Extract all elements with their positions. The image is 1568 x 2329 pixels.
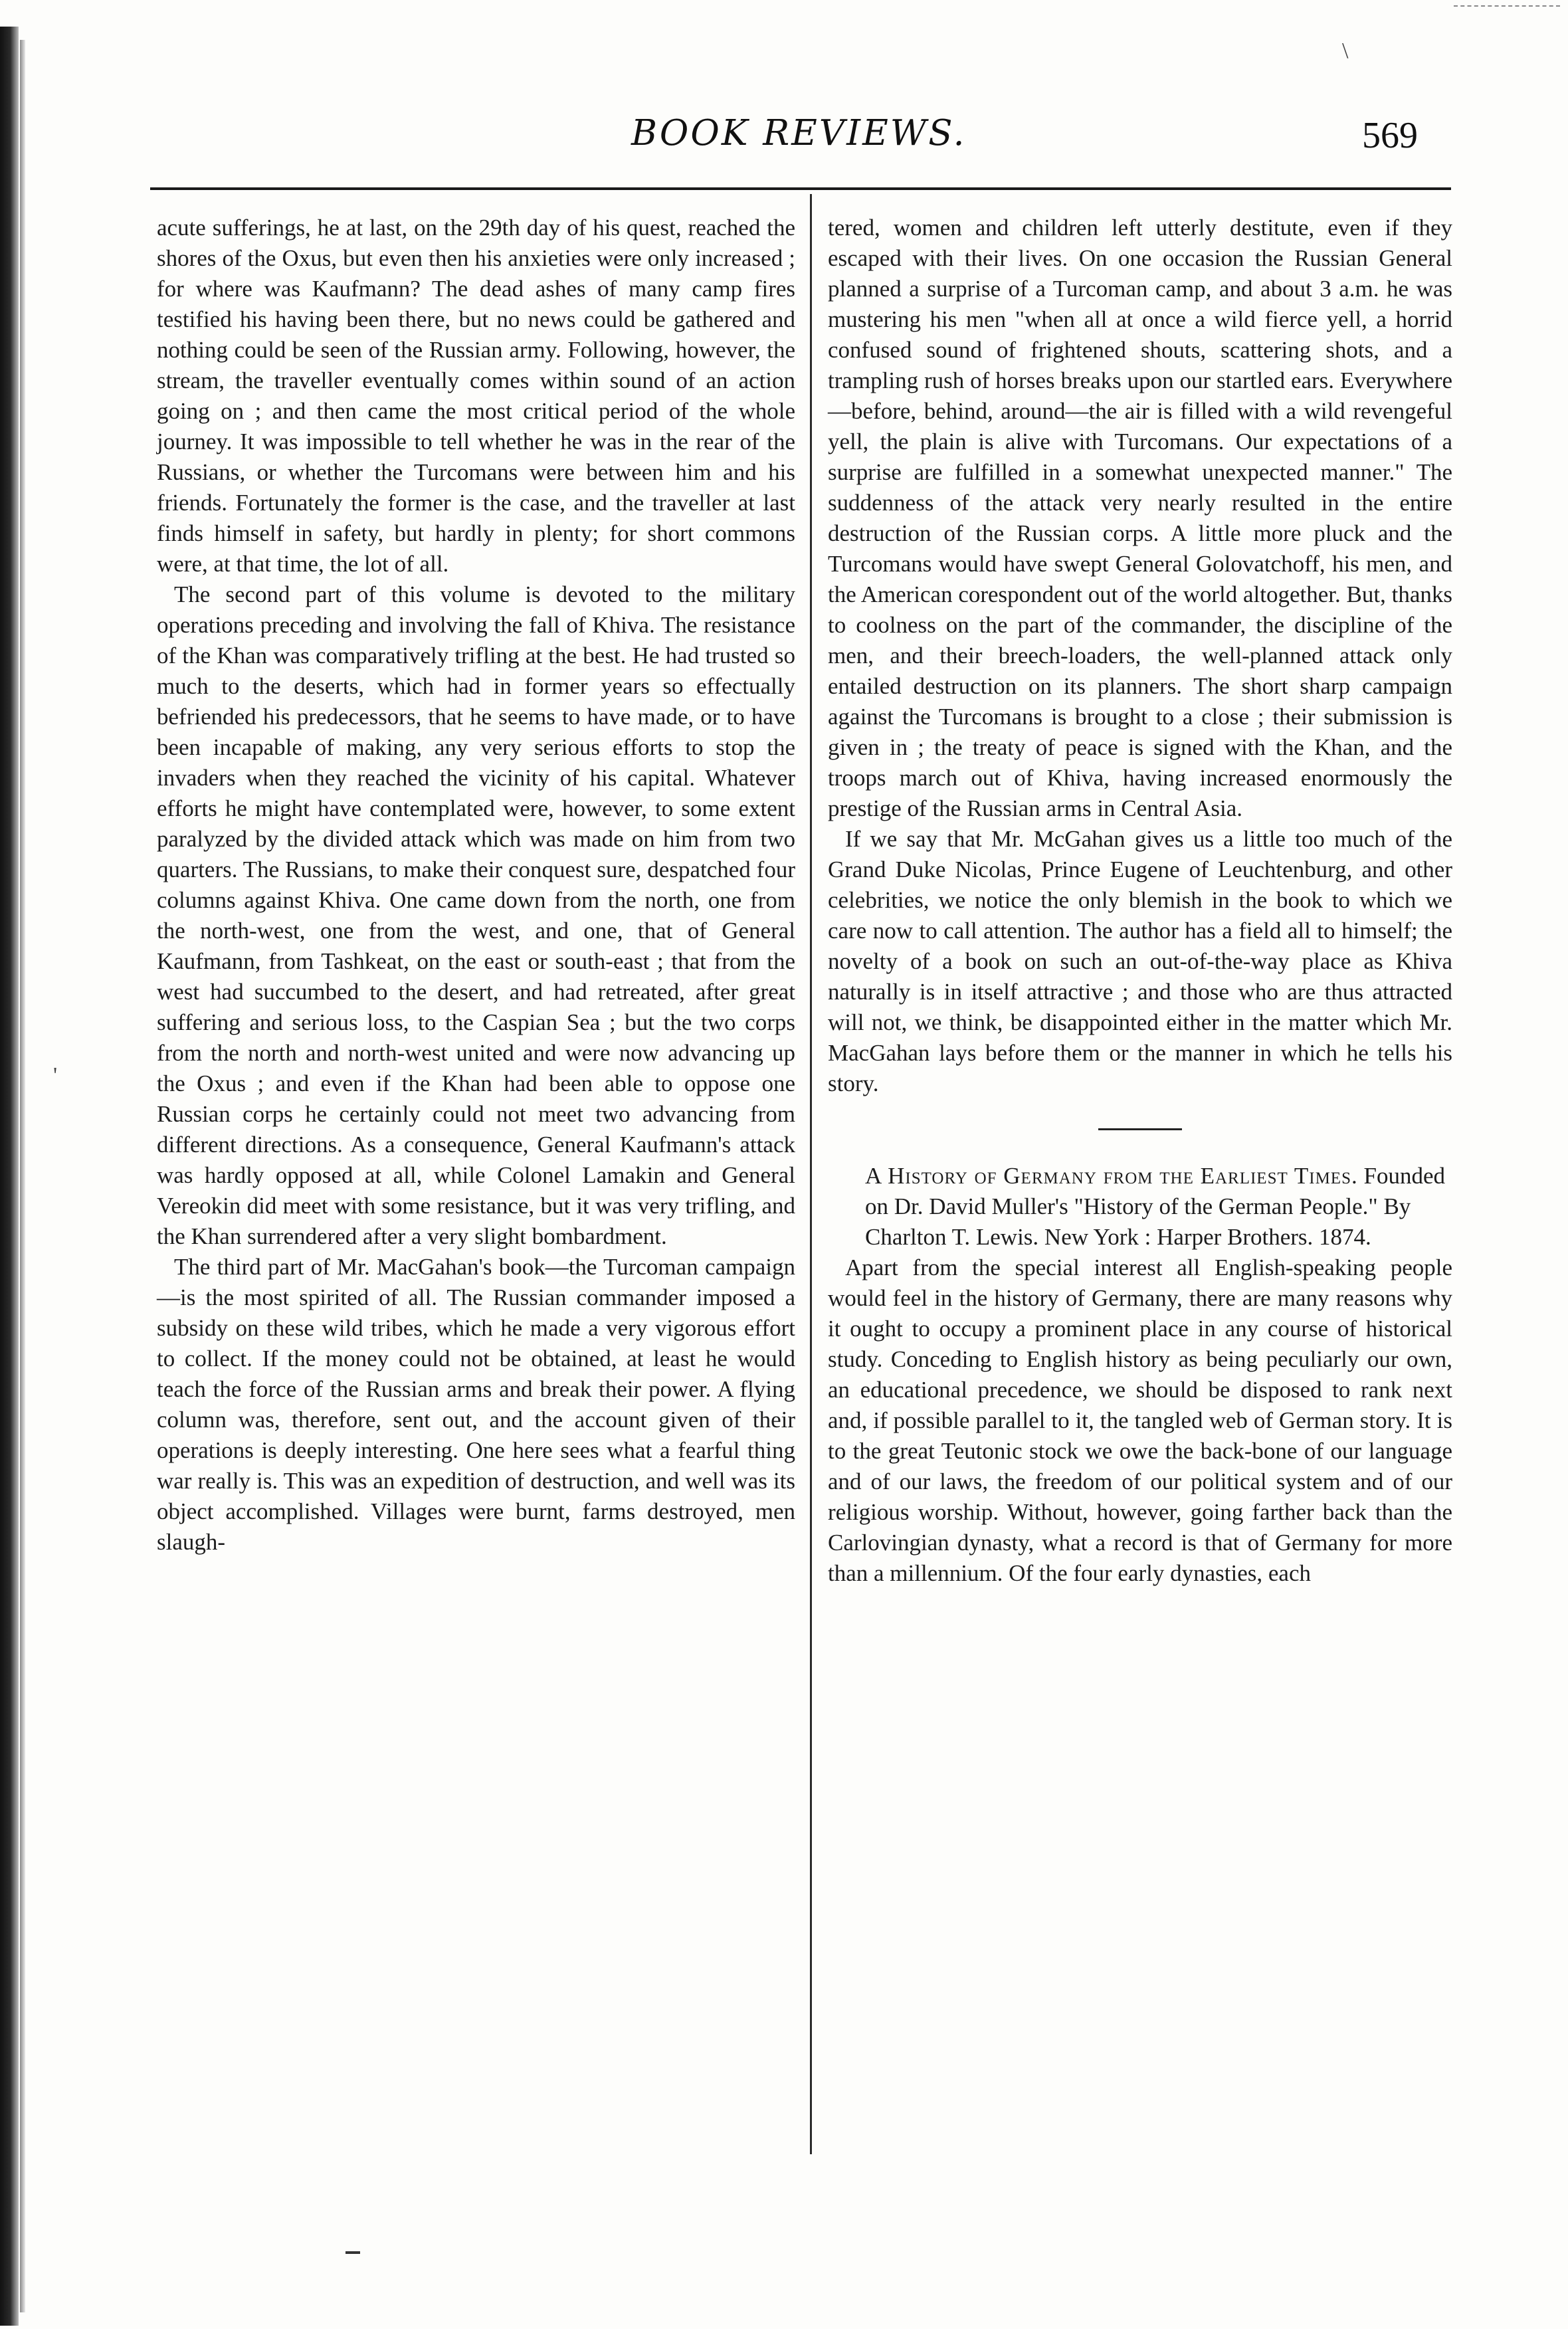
right-paragraph-2: If we say that Mr. McGahan gives us a little too much of the Grand Duke Nicolas, Prince Eugene of Leuchtenburg, and other celebrities, we notice the only blemish in the book to which we care now to call attention. The author has a field all to himself; the novelty of a book on such an out-of-the-way place as Khiva naturally is in itself attractive ; and those who are thus attracted will not, we think, be disappointed either in the matter which Mr. MacGahan lays before them or the manner in which he tells his story. bbox=[828, 826, 1452, 1096]
left-paragraph-1: acute sufferings, he at last, on the 29th day of his quest, reached the shores of the Oxus, but even then his anxieties were only increased ; for where was Kaufmann? The dead ashes of many camp fires testified his having been there, but no news could be gathered and nothing could be seen of the Russian army. Following, however, the stream, the traveller eventually comes within sound of an action going on ; and then came the most critical period of the whole journey. It was impossible to tell whether he was in the rear of the Russians, or whether the Turcomans were between him and his friends. Fortunately the former is the case, and the traveller at last finds himself in safety, but hardly in plenty; for short commons were, at that time, the lot of all. bbox=[157, 215, 795, 577]
right-paragraph-3: Apart from the special interest all English-speaking people would feel in the history of Germany, there are many reasons why it ought to occupy a prominent place in any course of historical study. Conceding to English history as being peculiarly our own, an educational precedence, we should be disposed to rank next and, if possible parallel to it, the tangled web of German story. It is to the great Teutonic stock we owe the back-bone of our language and of our laws, the freedom of our political system and of our religious worship. Without, however, going farther back than the Carlovingian dynasty, what a record is that of Germany for more than a millennium. Of the four early dynasties, each bbox=[828, 1255, 1452, 1586]
header-rule bbox=[150, 187, 1451, 190]
binding-gradient bbox=[20, 40, 25, 2312]
scan-artifact-dashes bbox=[1454, 5, 1560, 7]
running-title: BOOK REVIEWS. bbox=[631, 113, 967, 153]
review-details: Founded on Dr. David Muller's "History of the German People." By Charlton T. Lewis. New York : Harper Brothers. 1874. bbox=[865, 1163, 1445, 1250]
binding-shadow bbox=[0, 27, 19, 2326]
scan-speck bbox=[345, 2251, 360, 2254]
left-paragraph-3: The third part of Mr. MacGahan's book—the Turcoman campaign—is the most spirited of all. The Russian commander imposed a subsidy on these wild tribes, which he made a very vigorous effort to collect. If the money could not be obtained, at least he would teach the force of the Russian arms and break their power. A flying column was, therefore, sent out, and the account given of their operations is deeply interesting. One here sees what a fearful thing war really is. This was an expedition of destruction, and well was its object accomplished. Villages were burnt, farms destroyed, men slaugh- bbox=[157, 1254, 795, 1555]
scan-speck: ' bbox=[53, 1063, 58, 1088]
section-divider-rule bbox=[1098, 1128, 1182, 1130]
review-title: A History of Germany from the Earliest Times. bbox=[865, 1163, 1358, 1189]
column-divider bbox=[810, 194, 812, 2154]
page-number: 569 bbox=[1362, 115, 1418, 156]
review-heading bbox=[828, 1161, 1452, 1253]
left-column bbox=[157, 213, 795, 1558]
left-paragraph-2: The second part of this volume is devoted to the military operations preceding and involving the fall of Khiva. The resistance of the Khan was comparatively trifling at the best. He had trusted so much to the deserts, which had in former years so effectually befriended his predecessors, that he seems to have made, or to have been incapable of making, any very serious efforts to stop the invaders when they reached the vicinity of his capital. Whatever efforts he might have contemplated were, however, to some extent paralyzed by the divided attack which was made on him from two quarters. The Russians, to make their conquest sure, despatched four columns against Khiva. One came down from the north, one from the north-west, one from the west, and one, that of General Kaufmann, from Tashkeat, on the east or south-east ; that from the west had succumbed to the desert, and had retreated, after great suffering and serious loss, to the Caspian Sea ; but the two corps from the north and north-west united and were now advancing up the Oxus ; and even if the Khan had been able to oppose one Russian corps he certainly could not meet two advancing from different directions. As a consequence, General Kaufmann's attack was hardly opposed at all, while Colonel Lamakin and General Vereokin did meet with some resistance, but it was very trifling, and the Khan surrendered after a very slight bombardment. bbox=[157, 581, 795, 1249]
scan-speck: \ bbox=[1342, 39, 1349, 63]
right-paragraph-1: tered, women and children left utterly destitute, even if they escaped with their lives. On one occasion the Russian General planned a surprise of a Turcoman camp, and about 3 a.m. he was mustering his men "when all at once a wild fierce yell, a horrid confused sound of frightened shouts, scattering shots, and a trampling rush of horses breaks upon our startled ears. Everywhere—before, behind, around—the air is filled with a wild revengeful yell, the plain is alive with Turcomans. Our expectations of a surprise are fulfilled in a somewhat unexpected manner." The suddenness of the attack very nearly resulted in the entire destruction of the Russian corps. A little more pluck and the Turcomans would have swept General Golovatchoff, his men, and the American corespondent out of the world altogether. But, thanks to coolness on the part of the commander, the discipline of the men, and their breech-loaders, the well-planned attack only entailed destruction on its planners. The short sharp campaign against the Turcomans is brought to a close ; their submission is given in ; the treaty of peace is signed with the Khan, and the troops march out of Khiva, having increased enormously the prestige of the Russian arms in Central Asia. bbox=[828, 215, 1452, 821]
right-column bbox=[828, 213, 1452, 1589]
